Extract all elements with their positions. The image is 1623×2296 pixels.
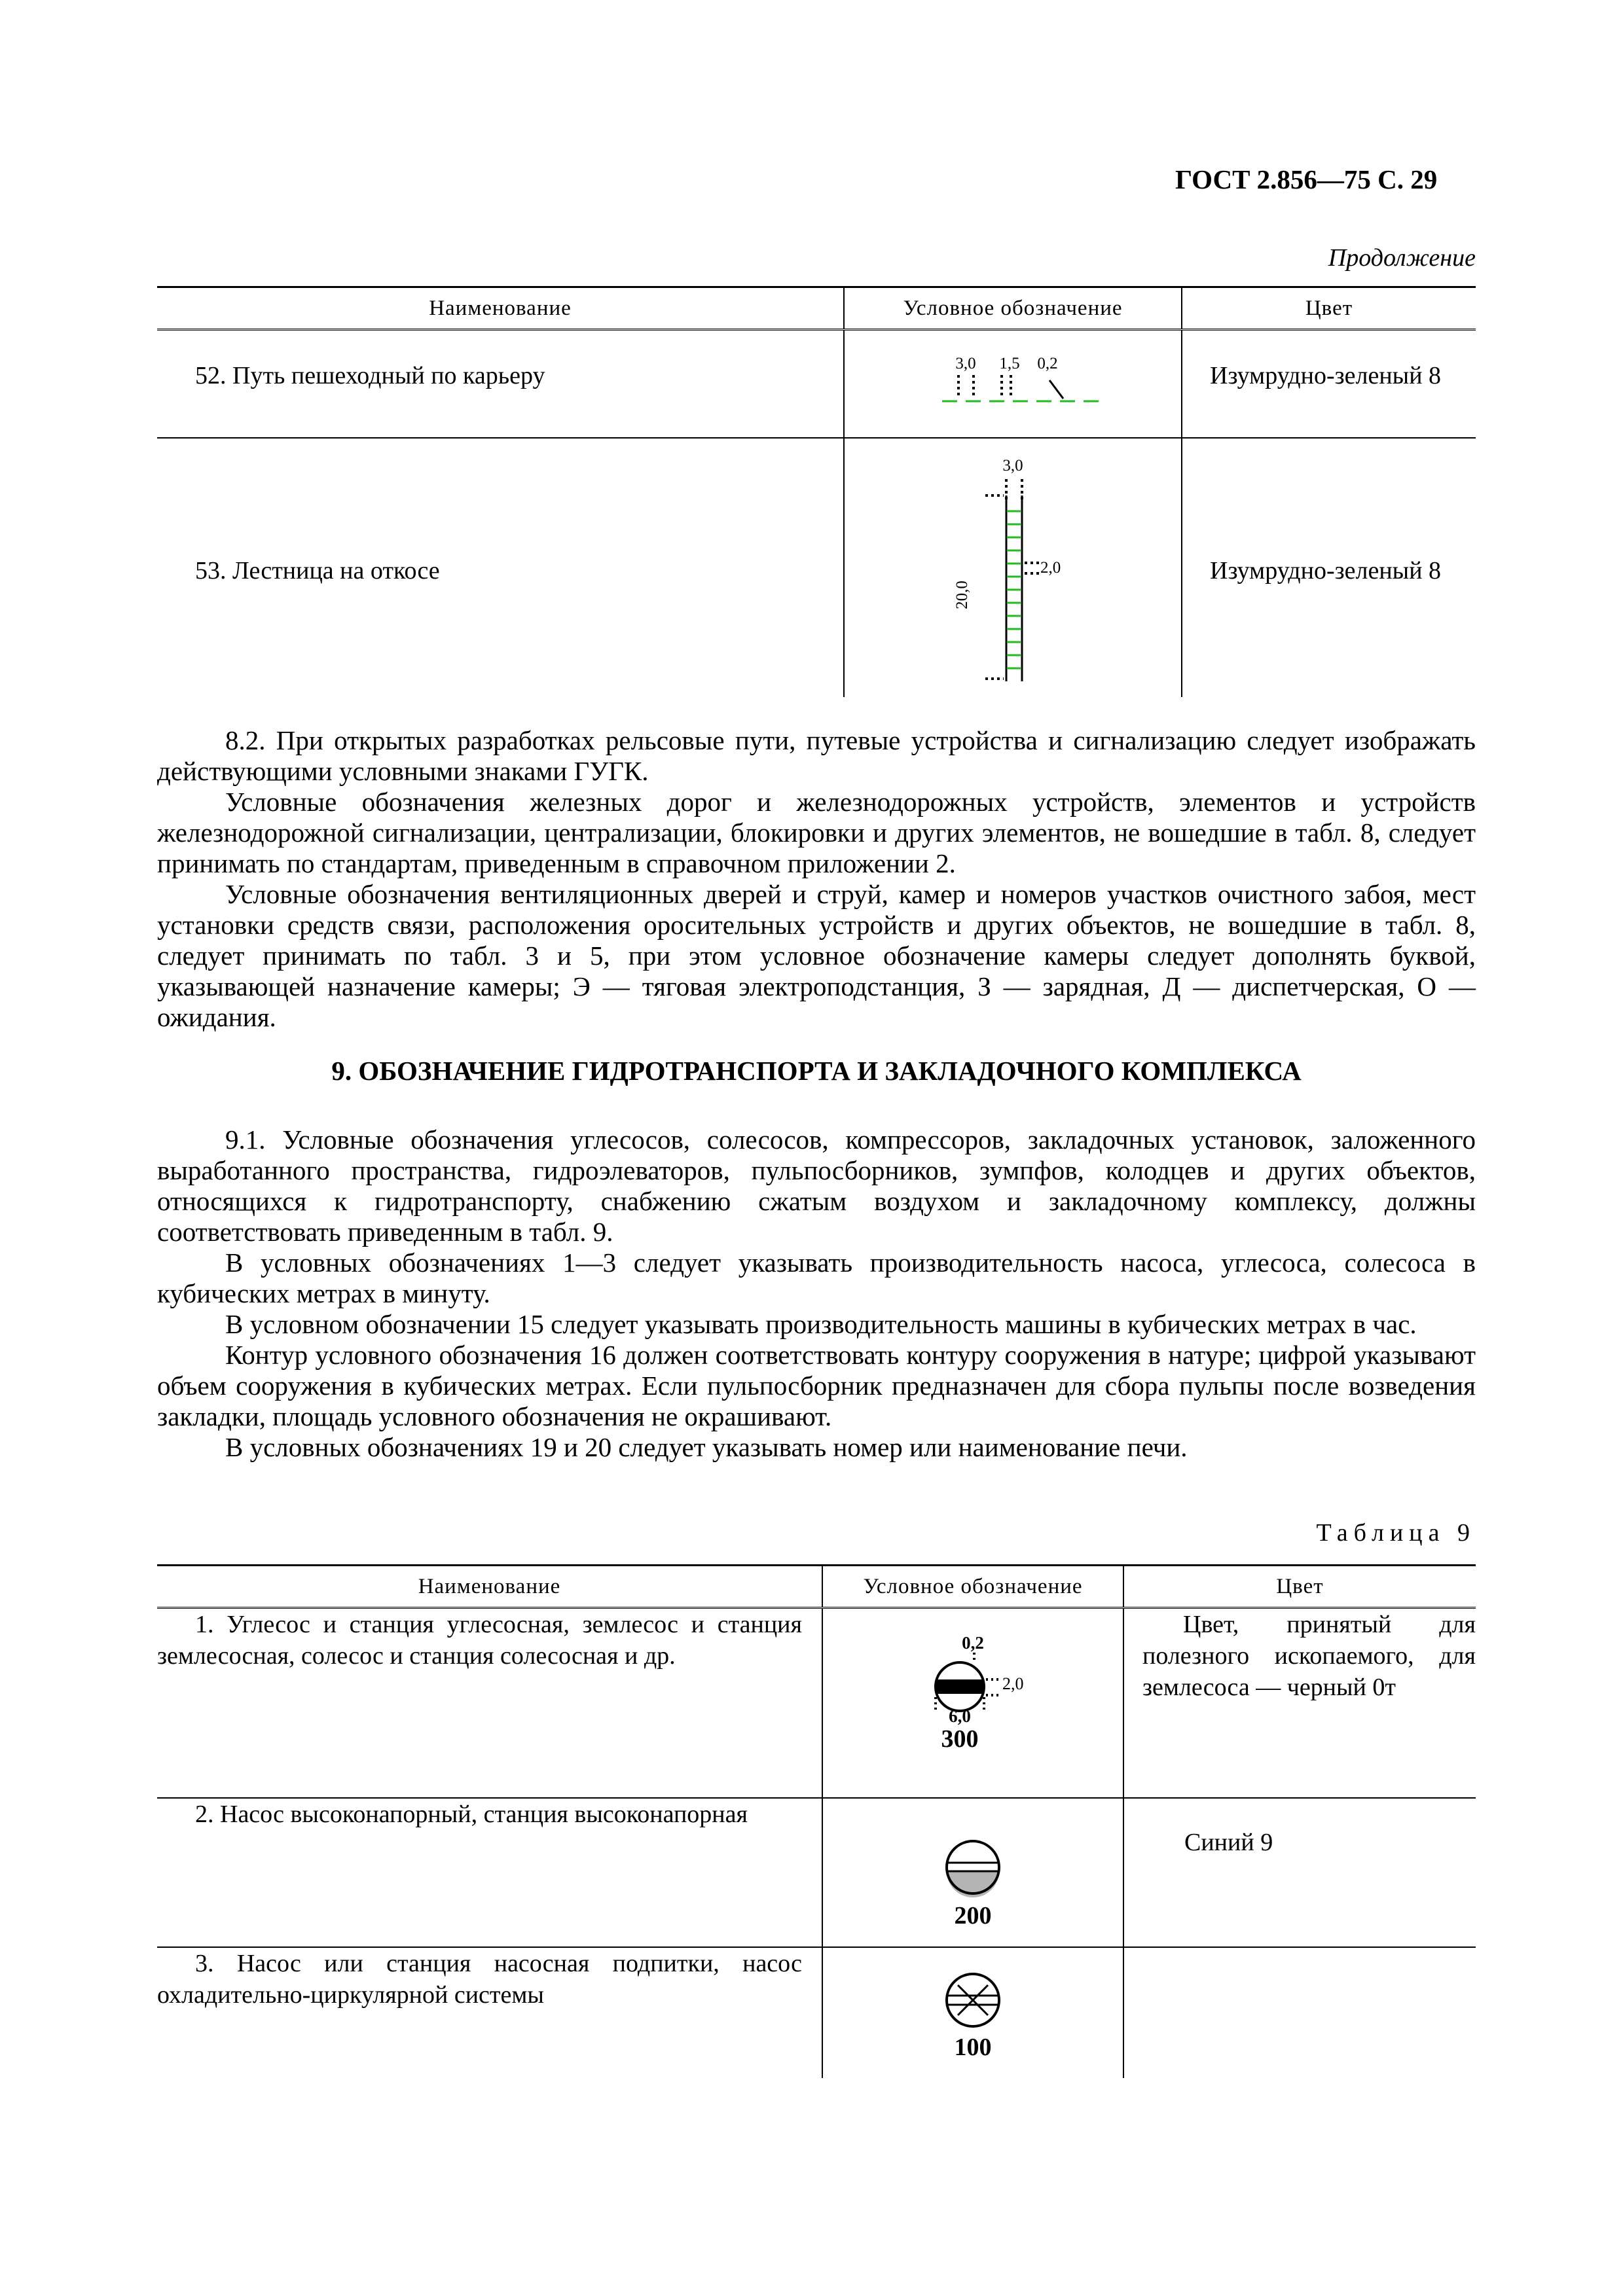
row-color: Цвет, принятый для полезного ископаемого, для землесоса — черный 0т [1123, 1608, 1476, 1798]
row-color: Изумрудно-зеленый 8 [1182, 330, 1476, 438]
row-name: 52. Путь пешеходный по карьеру [157, 330, 844, 438]
column-header-name: Наименование [157, 287, 844, 330]
symbol-footpath [844, 330, 1182, 438]
dim-label: 20,0 [953, 581, 971, 609]
column-header-symbol: Условное обозначение [822, 1566, 1123, 1608]
table-row [157, 1947, 1476, 2078]
page-header: ГОСТ 2.856—75 С. 29 [1175, 164, 1438, 194]
column-header-symbol: Условное обозначение [844, 287, 1182, 330]
table-row [157, 330, 1476, 438]
table-header-row [157, 287, 1476, 330]
table-9 [157, 1564, 1476, 2078]
paragraph: В условных обозначениях 1—3 следует указывать производительность насоса, углесоса, солесоса в кубических метрах в минуту. [157, 1247, 1476, 1308]
row-color: Синий 9 [1123, 1798, 1476, 1947]
symbol-dredge-pump [822, 1608, 1123, 1798]
column-header-color: Цвет [1123, 1566, 1476, 1608]
dim-label: 2,0 [1002, 1674, 1024, 1693]
pump-capacity: 100 [954, 2033, 992, 2061]
row-color [1123, 1947, 1476, 2078]
paragraph: 9.1. Условные обозначения углесосов, солесосов, компрессоров, закладочных установок, заложенного выработанного пространства, гидроэлеваторов, пульпосборников, зумпфов, колодцев и других объектов, относящихся к гидротранспорту, снабжению сжатым воздухом и закладочному комплексу, должны соответствовать приведенным в табл. 9. [157, 1124, 1476, 1247]
dim-label: 3,0 [955, 355, 976, 372]
row-name: 53. Лестница на откосе [195, 557, 440, 584]
row-name: 2. Насос высоконапорный, станция высоконапорная [157, 1798, 822, 1947]
dim-label: 1,5 [999, 355, 1020, 372]
paragraph: В условных обозначениях 19 и 20 следует указывать номер или наименование печи. [225, 1432, 1188, 1462]
symbol-slope-stairs [844, 438, 1182, 697]
table-9-caption: Таблица 9 [1316, 1519, 1476, 1547]
paragraph: В условном обозначении 15 следует указывать производительность машины в кубических метрах в час. [225, 1309, 1417, 1339]
column-header-color: Цвет [1182, 287, 1476, 330]
row-name: 1. Углесос и станция углесосная, землесос и станция землесосная, солесос и станция солесосная и др. [157, 1608, 822, 1798]
row-name: 3. Насос или станция насосная подпитки, насос охладительно-циркулярной системы [157, 1949, 802, 2009]
row-color: Изумрудно-зеленый 8 [1182, 438, 1476, 697]
table-header-row [157, 1566, 1476, 1608]
paragraph: Контур условного обозначения 16 должен соответствовать контуру сооружения в натуре; цифрой указывают объем сооружения в кубических метрах. Если пульпосборник предназначен для сбора пульпы после возведения закладки, площадь условного обозначения не окрашивают. [157, 1340, 1476, 1431]
dim-label: 3,0 [1002, 457, 1023, 475]
paragraph: Условные обозначения железных дорог и железнодорожных устройств, элементов и устройств железнодорожной сигнализации, централизации, блокировки и других элементов, не вошедшие в табл. 8, следует принимать по стандартам, приведенным в справочном приложении 2. [157, 787, 1476, 878]
section-9-text [157, 1124, 1476, 1463]
table-row [157, 438, 1476, 697]
column-header-name: Наименование [157, 1566, 822, 1608]
dim-slash [1049, 380, 1063, 399]
dim-label: 0,2 [1037, 355, 1058, 372]
section-8-text [157, 725, 1476, 1033]
table-8 [157, 286, 1476, 697]
pump-capacity: 300 [941, 1725, 979, 1753]
paragraph: Условные обозначения вентиляционных дверей и струй, камер и номеров участков очистного забоя, мест установки средств связи, расположения оросительных устройств и других объектов, не вошедшие в табл. 8, следует принимать по табл. 3 и 5, при этом условное обозначение камеры следует дополнять буквой, указывающей назначение камеры; Э — тяговая электроподстанция, З — зарядная, Д — диспетчерская, О — ожидания. [157, 879, 1476, 1032]
continuation-label: Продолжение [1328, 244, 1476, 272]
symbol-makeup-pump [822, 1947, 1123, 2078]
section-9-title: 9. ОБОЗНАЧЕНИЕ ГИДРОТРАНСПОРТА И ЗАКЛАДОЧНОГО КОМПЛЕКСА [331, 1056, 1302, 1086]
table-row [157, 1798, 1476, 1947]
stair-rungs [1007, 511, 1021, 668]
pump-capacity: 200 [954, 1901, 992, 1929]
dim-label: 0,2 [962, 1632, 984, 1653]
dim-label: 6,0 [949, 1706, 971, 1726]
symbol-high-pressure-pump [822, 1798, 1123, 1947]
paragraph: 8.2. При открытых разработках рельсовые пути, путевые устройства и сигнализацию следует изображать действующими условными знаками ГУГК. [157, 725, 1476, 786]
table-row [157, 1608, 1476, 1798]
dim-label: 2,0 [1040, 559, 1061, 577]
